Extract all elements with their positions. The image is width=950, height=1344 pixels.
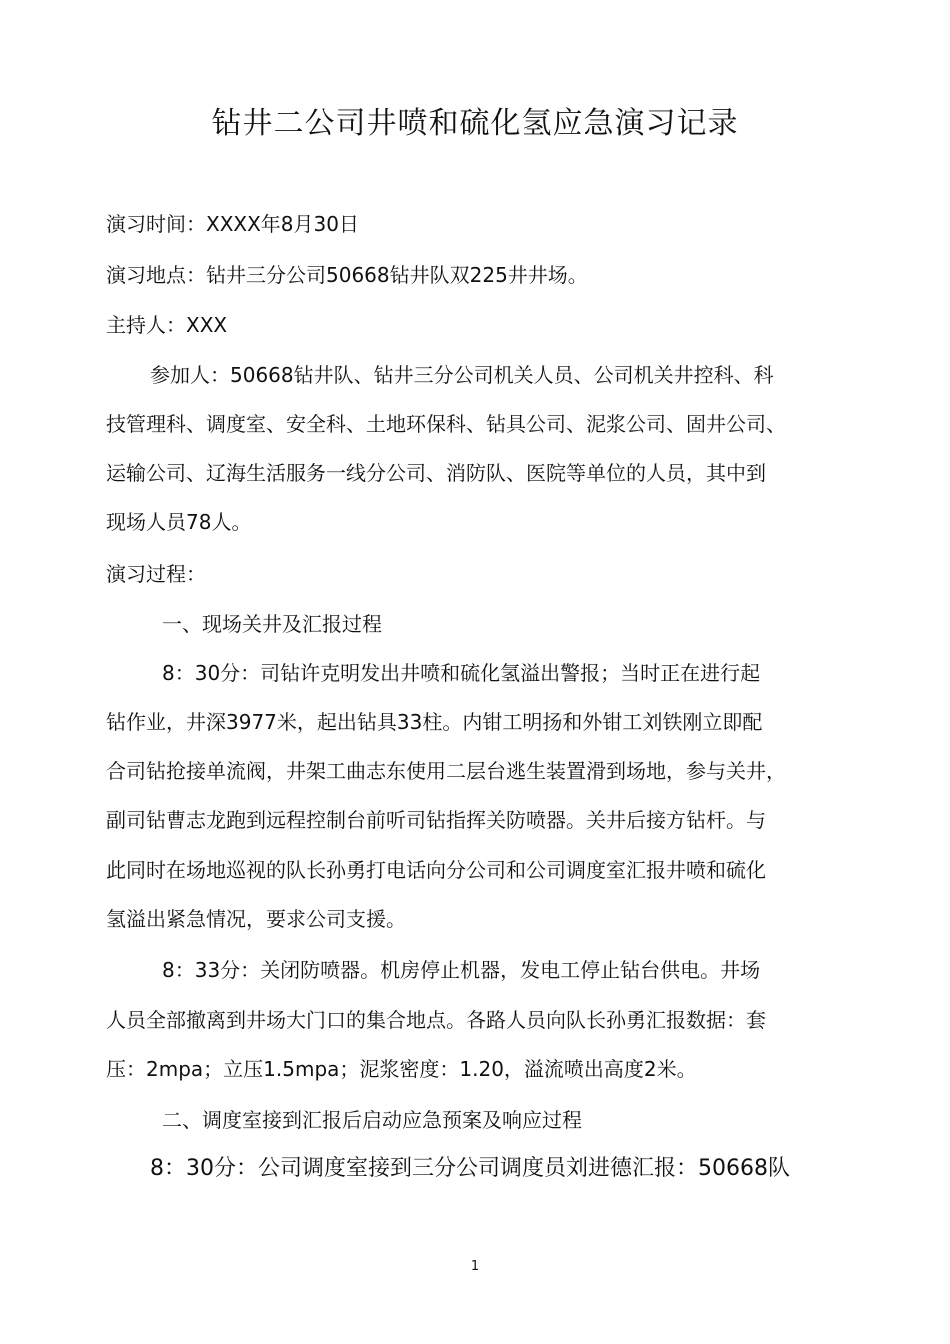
paragraph-830-line-4: 副司钻曹志龙跑到远程控制台前听司钻指挥关防喷器。关井后接方钻杆。与 — [106, 808, 766, 832]
section-1-heading: 一、现场关井及汇报过程 — [162, 612, 382, 636]
process-heading: 演习过程： — [106, 562, 206, 586]
section-2-heading: 二、调度室接到汇报后启动应急预案及响应过程 — [162, 1108, 582, 1132]
participants-line-4: 现场人员78人。 — [106, 510, 252, 534]
page-number: 1 — [470, 1259, 480, 1274]
participants-line-1: 参加人：50668钻井队、钻井三分公司机关人员、公司机关井控科、科 — [150, 363, 774, 387]
paragraph-830-line-1: 8：30分：司钻许克明发出井喷和硫化氢溢出警报；当时正在进行起 — [162, 661, 761, 685]
paragraph-833-line-1: 8：33分：关闭防喷器。机房停止机器，发电工停止钻台供电。井场 — [162, 958, 761, 982]
paragraph-830-line-2: 钻作业，井深3977米，起出钻具33柱。内钳工明扬和外钳工刘铁刚立即配 — [106, 710, 763, 734]
drill-time-line: 演习时间：XXXX年8月30日 — [106, 212, 359, 236]
paragraph-830-line-6: 氢溢出紧急情况，要求公司支援。 — [106, 907, 406, 931]
paragraph-833-line-3: 压：2mpa；立压1.5mpa；泥浆密度：1.20，溢流喷出高度2米。 — [106, 1057, 697, 1081]
paragraph-dispatch-line-1: 8：30分：公司调度室接到三分公司调度员刘进德汇报：50668队 — [150, 1156, 790, 1181]
participants-line-3: 运输公司、辽海生活服务一线分公司、消防队、医院等单位的人员，其中到 — [106, 461, 766, 485]
participants-line-2: 技管理科、调度室、安全科、土地环保科、钻具公司、泥浆公司、固井公司、 — [106, 412, 786, 436]
paragraph-830-line-5: 此同时在场地巡视的队长孙勇打电话向分公司和公司调度室汇报井喷和硫化 — [106, 858, 766, 882]
paragraph-833-line-2: 人员全部撤离到井场大门口的集合地点。各路人员向队长孙勇汇报数据：套 — [106, 1008, 766, 1032]
drill-location-line: 演习地点：钻井三分公司50668钻井队双225井井场。 — [106, 263, 588, 287]
paragraph-830-line-3: 合司钻抢接单流阀，井架工曲志东使用二层台逃生装置滑到场地，参与关井， — [106, 759, 786, 783]
document-title: 钻井二公司井喷和硫化氢应急演习记录 — [211, 106, 739, 141]
host-line: 主持人：XXX — [106, 313, 228, 337]
